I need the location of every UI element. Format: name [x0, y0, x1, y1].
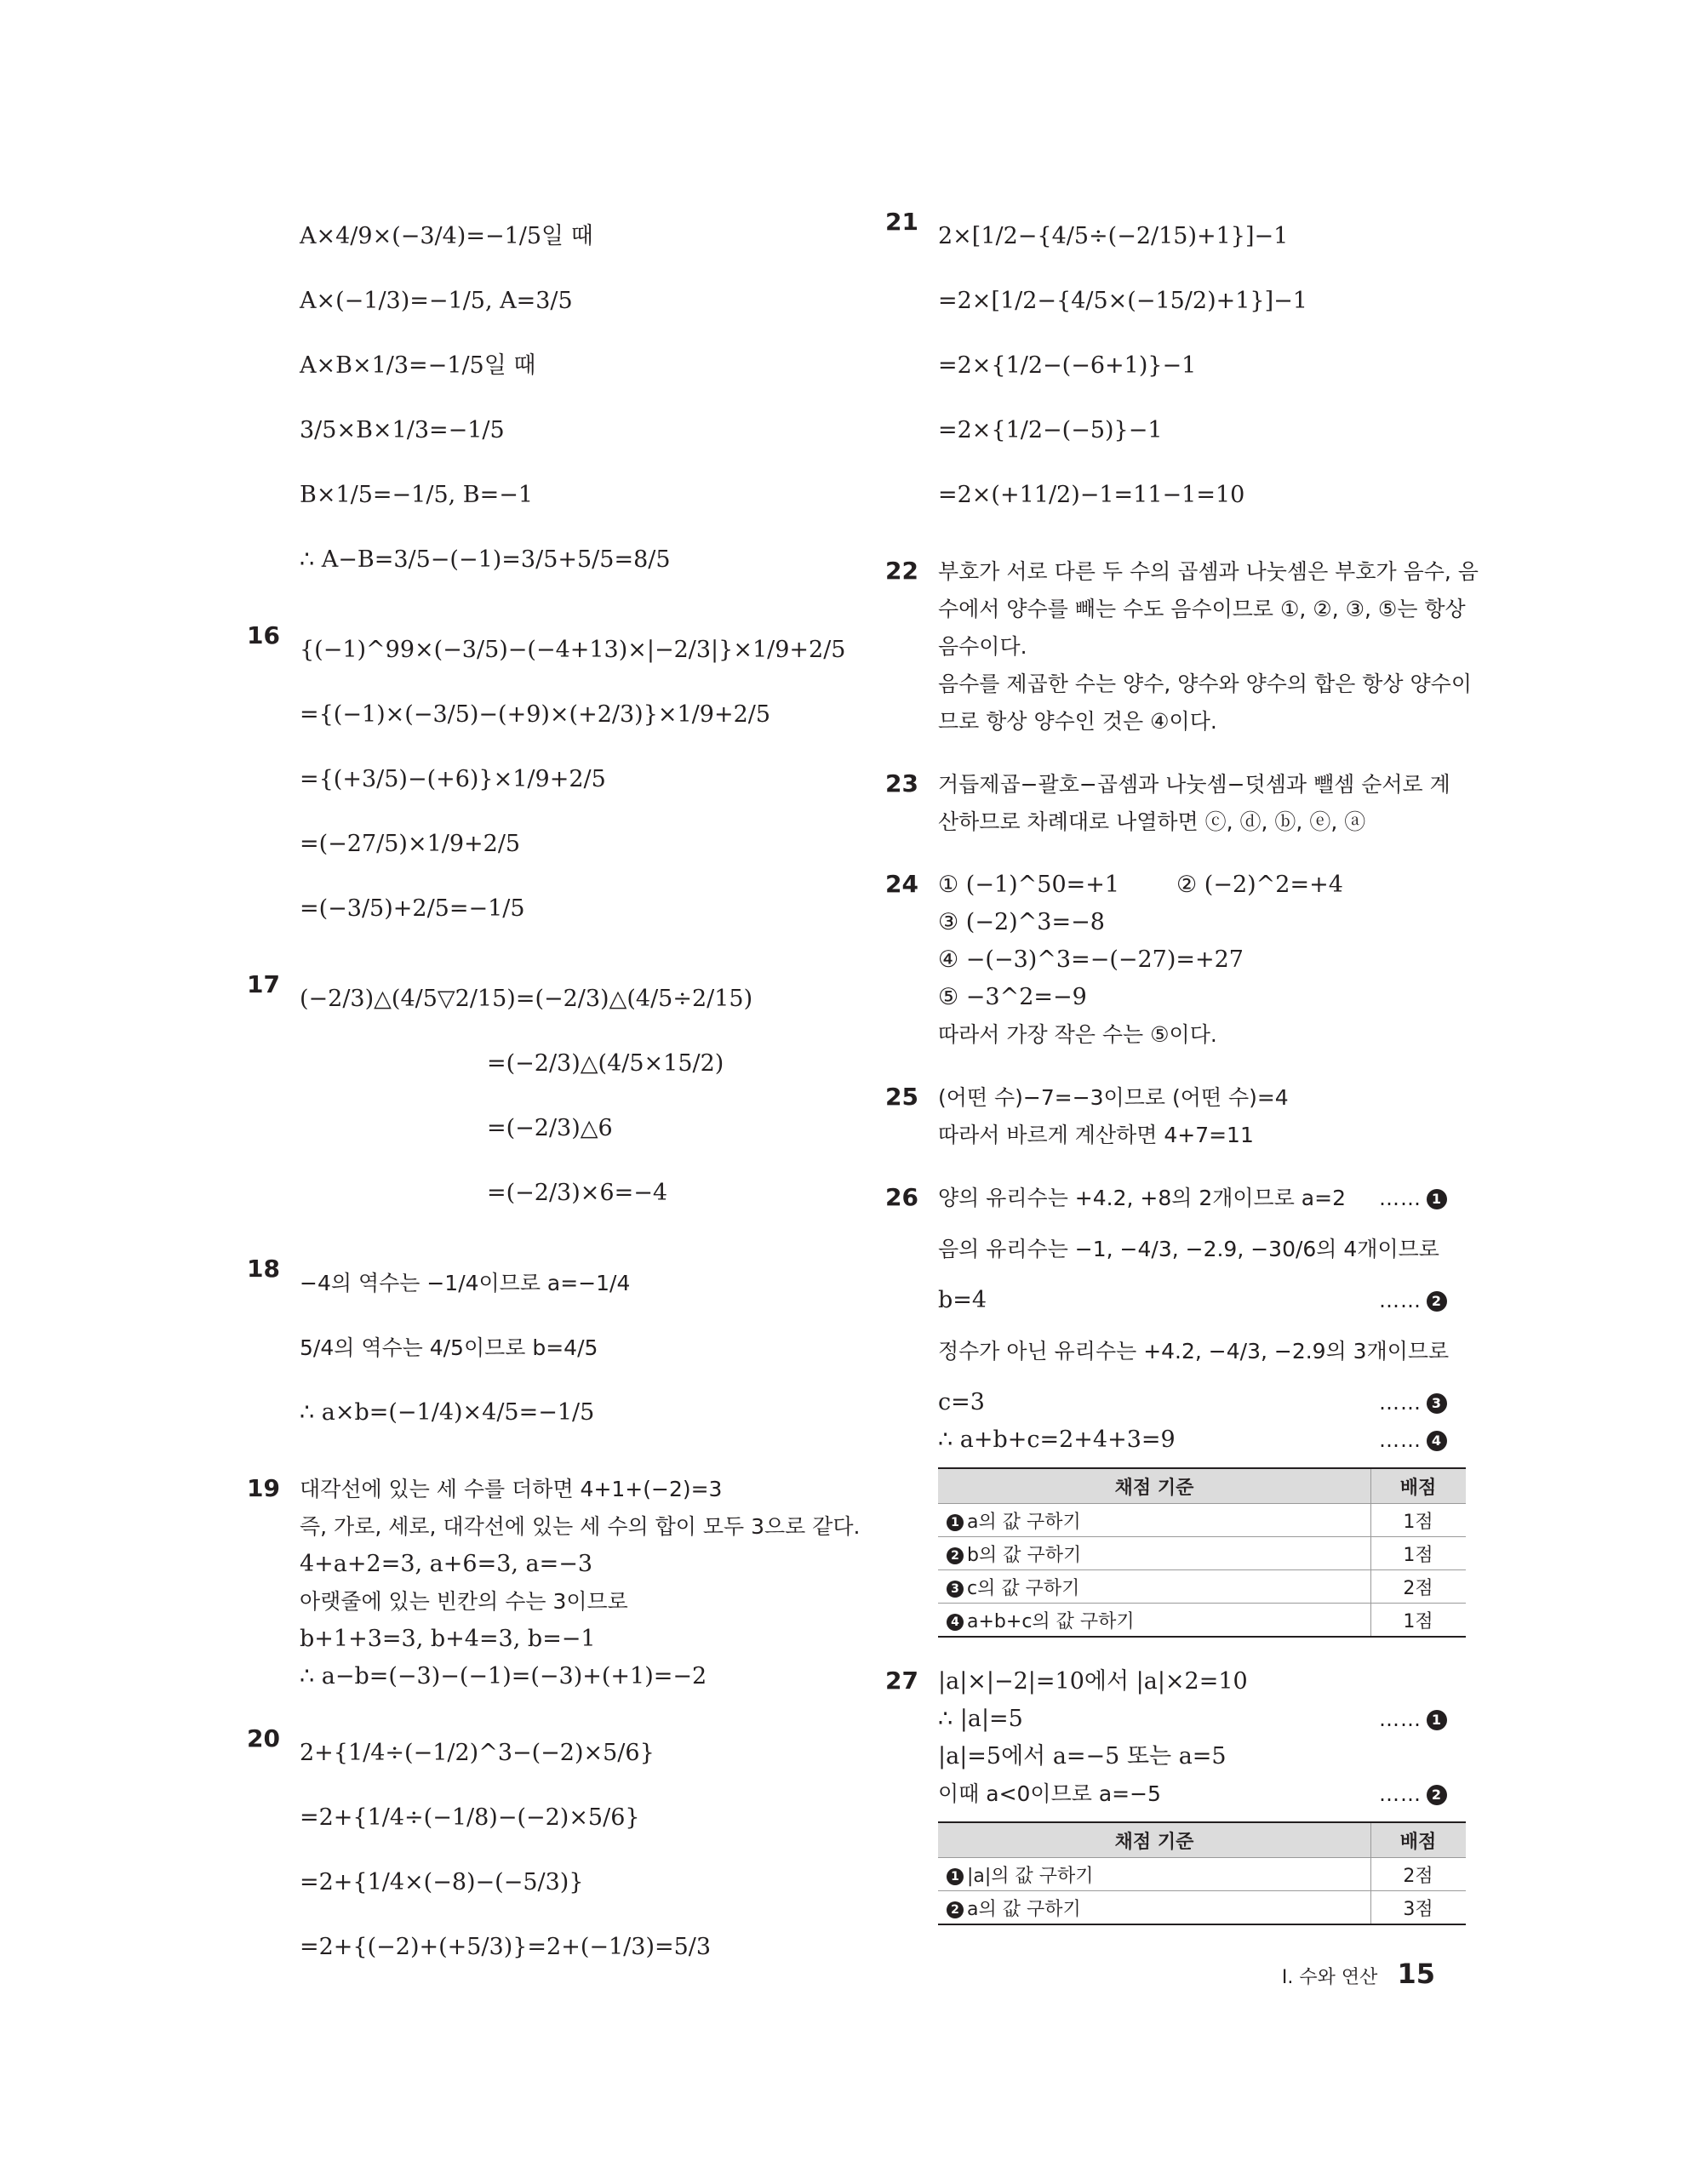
- points-cell: 2점: [1371, 1570, 1467, 1604]
- solution-line: 산하므로 차례대로 나열하면 ⓒ, ⓓ, ⓑ, ⓔ, ⓐ: [938, 809, 1366, 834]
- step-number-4-icon: 4: [947, 1614, 964, 1631]
- solution-line: {(−1)^99×(−3/5)−(−4+13)×|−2/3|}×1/9+2/5: [300, 637, 846, 663]
- table-header-criteria: 채점 기준: [938, 1822, 1371, 1858]
- problem-number: 16: [247, 621, 280, 649]
- step-number-2-icon: 2: [947, 1901, 964, 1918]
- problem-number: 22: [885, 557, 918, 585]
- solution-line: ④ −(−3)^3=−(−27)=+27: [938, 946, 1244, 973]
- solution-line: ∴ a×b=(−1/4)×4/5=−1/5: [300, 1399, 595, 1426]
- step-number-2-icon: 2: [947, 1547, 964, 1564]
- solution-line: =2×{1/2−(−6+1)}−1: [938, 352, 1197, 379]
- dots: ……: [1379, 1391, 1422, 1415]
- table-row: [938, 1604, 1466, 1638]
- criteria-text: a의 값 구하기: [967, 1511, 1081, 1533]
- step-number-1-icon: 1: [1427, 1710, 1447, 1730]
- step-marker: [1379, 1775, 1447, 1813]
- right-column: [885, 204, 1479, 1925]
- solution-line: 음수이다.: [938, 634, 1027, 659]
- step-number-1-icon: 1: [1427, 1189, 1447, 1209]
- solution-line: b+1+3=3, b+4=3, b=−1: [300, 1626, 596, 1652]
- criteria-text: b의 값 구하기: [967, 1544, 1082, 1566]
- solution-line: A×(−1/3)=−1/5, A=3/5: [300, 288, 573, 314]
- solution-line: (−2/3)△(4/5▽2/15)=(−2/3)△(4/5÷2/15): [300, 986, 753, 1012]
- solution-line: =2+{1/4×(−8)−(−5/3)}: [300, 1869, 584, 1895]
- problem-21: [885, 204, 1447, 528]
- problem-number: 26: [885, 1183, 918, 1211]
- dots: ……: [1379, 1782, 1422, 1806]
- step-number-2-icon: 2: [1427, 1291, 1447, 1312]
- step-marker: [1379, 1421, 1447, 1459]
- solution-line: ③ (−2)^3=−8: [938, 909, 1105, 935]
- criteria-cell: [938, 1604, 1371, 1638]
- solution-line: 대각선에 있는 세 수를 더하면 4+1+(−2)=3: [300, 1477, 723, 1501]
- solution-line: (어떤 수)−7=−3이므로 (어떤 수)=4: [938, 1085, 1289, 1110]
- table-header-points: 배점: [1371, 1822, 1467, 1858]
- problem-18: [247, 1251, 843, 1445]
- solution-line: 2×[1/2−{4/5÷(−2/15)+1}]−1: [938, 223, 1289, 249]
- problem-25: [885, 1079, 1447, 1154]
- solution-line: ⑤ −3^2=−9: [938, 984, 1087, 1010]
- problem-number: 27: [885, 1667, 918, 1695]
- solution-line: =(−2/3)×6=−4: [487, 1180, 667, 1206]
- problem-23: [885, 766, 1450, 841]
- points-cell: 1점: [1371, 1604, 1467, 1638]
- criteria-cell: [938, 1858, 1371, 1891]
- problem-24: [885, 866, 1447, 1054]
- points-cell: 1점: [1371, 1504, 1467, 1537]
- step-marker: [1379, 1384, 1447, 1421]
- solution-line: B×1/5=−1/5, B=−1: [300, 482, 534, 508]
- table-header-points: 배점: [1371, 1468, 1467, 1504]
- problem-17: [247, 967, 843, 1226]
- problem-15-continued: [247, 204, 843, 592]
- solution-line: 수에서 양수를 빼는 수도 음수이므로 ①, ②, ③, ⑤는 항상: [938, 597, 1466, 621]
- problem-number: 25: [885, 1083, 918, 1111]
- solution-line: ={(−1)×(−3/5)−(+9)×(+2/3)}×1/9+2/5: [300, 701, 771, 728]
- table-row: [938, 1537, 1466, 1570]
- step-number-3-icon: 3: [1427, 1393, 1447, 1414]
- step-number-1-icon: 1: [947, 1514, 964, 1531]
- solution-line: [938, 1384, 1447, 1421]
- problem-number: 24: [885, 870, 918, 898]
- dots: ……: [1379, 1707, 1422, 1731]
- solution-line: 부호가 서로 다른 두 수의 곱셈과 나눗셈은 부호가 음수, 음: [938, 559, 1479, 584]
- solution-line: =2+{1/4÷(−1/8)−(−2)×5/6}: [300, 1804, 640, 1831]
- solution-line: [938, 1775, 1447, 1813]
- criteria-text: a의 값 구하기: [967, 1898, 1081, 1920]
- solution-line: A×B×1/3=−1/5일 때: [300, 352, 536, 379]
- solution-line: 정수가 아닌 유리수는 +4.2, −4/3, −2.9의 3개이므로: [938, 1339, 1450, 1364]
- criteria-text: a+b+c의 값 구하기: [967, 1610, 1135, 1632]
- page-footer: [1282, 1958, 1435, 1990]
- solution-line: =2×{1/2−(−5)}−1: [938, 417, 1163, 443]
- solution-line: =2+{(−2)+(+5/3)}=2+(−1/3)=5/3: [300, 1934, 712, 1960]
- scoring-table: [938, 1821, 1466, 1925]
- solution-line: ∴ a−b=(−3)−(−1)=(−3)+(+1)=−2: [300, 1663, 707, 1689]
- points-cell: 1점: [1371, 1537, 1467, 1570]
- solution-line: 따라서 가장 작은 수는 ⑤이다.: [938, 1022, 1217, 1047]
- solution-line: =2×[1/2−{4/5×(−15/2)+1}]−1: [938, 288, 1307, 314]
- criteria-cell: [938, 1537, 1371, 1570]
- solution-line: 2+{1/4÷(−1/2)^3−(−2)×5/6}: [300, 1740, 655, 1766]
- table-row: [938, 1858, 1466, 1891]
- solution-line: [938, 866, 1447, 904]
- table-row: [938, 1891, 1466, 1925]
- solution-line: |a|=5에서 a=−5 또는 a=5: [938, 1743, 1227, 1769]
- criteria-cell: [938, 1570, 1371, 1604]
- problem-27: [885, 1663, 1447, 1925]
- criteria-cell: [938, 1504, 1371, 1537]
- step-marker: [1379, 1180, 1447, 1217]
- solution-line: ∴ A−B=3/5−(−1)=3/5+5/5=8/5: [300, 546, 671, 573]
- criteria-cell: [938, 1891, 1371, 1925]
- points-cell: 3점: [1371, 1891, 1467, 1925]
- problem-number: 23: [885, 769, 918, 798]
- step-number-4-icon: 4: [1427, 1431, 1447, 1451]
- solution-line: −4의 역수는 −1/4이므로 a=−1/4: [300, 1271, 631, 1295]
- solution-line: |a|×|−2|=10에서 |a|×2=10: [938, 1668, 1248, 1695]
- solution-line: ={(+3/5)−(+6)}×1/9+2/5: [300, 766, 606, 792]
- problem-26: [885, 1180, 1450, 1638]
- problem-number: 17: [247, 970, 280, 998]
- solution-text: 이때 a<0이므로 a=−5: [938, 1781, 1161, 1806]
- solution-line: 음수를 제곱한 수는 양수, 양수와 양수의 합은 항상 양수이: [938, 672, 1472, 696]
- choice-1: ① (−1)^50=+1: [938, 872, 1120, 898]
- criteria-text: |a|의 값 구하기: [967, 1865, 1094, 1887]
- dots: ……: [1379, 1289, 1422, 1312]
- problem-number: 19: [247, 1474, 280, 1502]
- solution-line: [938, 1421, 1447, 1459]
- table-row: [938, 1504, 1466, 1537]
- solution-line: 4+a+2=3, a+6=3, a=−3: [300, 1551, 593, 1577]
- solution-line: [938, 1701, 1447, 1738]
- solution-line: =(−2/3)△(4/5×15/2): [487, 1050, 724, 1077]
- problem-22: [885, 553, 1479, 740]
- step-number-2-icon: 2: [1427, 1785, 1447, 1805]
- solution-line: 즉, 가로, 세로, 대각선에 있는 세 수의 합이 모두 3으로 같다.: [300, 1514, 861, 1539]
- solution-line: 따라서 바르게 계산하면 4+7=11: [938, 1123, 1254, 1147]
- solution-line: 음의 유리수는 −1, −4/3, −2.9, −30/6의 4개이므로: [938, 1237, 1439, 1261]
- solution-line: 므로 항상 양수인 것은 ④이다.: [938, 709, 1217, 734]
- table-row: [938, 1570, 1466, 1604]
- table-header-criteria: 채점 기준: [938, 1468, 1371, 1504]
- step-number-1-icon: 1: [947, 1868, 964, 1885]
- page-number: 15: [1397, 1958, 1435, 1990]
- solution-line: [938, 1282, 1447, 1319]
- solution-text: ∴ a+b+c=2+4+3=9: [938, 1426, 1176, 1453]
- solution-line: 3/5×B×1/3=−1/5: [300, 417, 505, 443]
- solution-line: =(−2/3)△6: [487, 1115, 613, 1141]
- solution-line: =(−27/5)×1/9+2/5: [300, 831, 521, 857]
- problem-number: 21: [885, 208, 918, 236]
- solution-line: 거듭제곱−괄호−곱셈과 나눗셈−덧셈과 뺄셈 순서로 계: [938, 772, 1450, 797]
- left-column: [247, 204, 861, 1980]
- solution-text: ∴ |a|=5: [938, 1706, 1023, 1732]
- solution-text: b=4: [938, 1287, 987, 1313]
- criteria-text: c의 값 구하기: [967, 1577, 1080, 1599]
- problem-20: [247, 1721, 843, 1980]
- solution-line: =(−3/5)+2/5=−1/5: [300, 895, 525, 922]
- problem-19: [247, 1471, 861, 1695]
- points-cell: 2점: [1371, 1858, 1467, 1891]
- solution-line: 아랫줄에 있는 빈칸의 수는 3이므로: [300, 1589, 628, 1614]
- step-number-3-icon: 3: [947, 1581, 964, 1598]
- chapter-title: I. 수와 연산: [1281, 1967, 1378, 1988]
- choice-2: ② (−2)^2=+4: [1176, 872, 1343, 898]
- problem-number: 20: [247, 1724, 280, 1752]
- solution-line: [938, 1180, 1447, 1217]
- solution-text: 양의 유리수는 +4.2, +8의 2개이므로 a=2: [938, 1186, 1346, 1210]
- solution-line: A×4/9×(−3/4)=−1/5일 때: [300, 223, 593, 249]
- step-marker: [1379, 1282, 1447, 1319]
- problem-16: [247, 618, 846, 941]
- scoring-table: [938, 1467, 1466, 1638]
- dots: ……: [1379, 1428, 1422, 1452]
- solution-line: =2×(+11/2)−1=11−1=10: [938, 482, 1245, 508]
- step-marker: [1379, 1701, 1447, 1738]
- problem-number: 18: [247, 1255, 280, 1283]
- solution-text: c=3: [938, 1389, 985, 1415]
- dots: ……: [1379, 1186, 1422, 1210]
- solution-line: 5/4의 역수는 4/5이므로 b=4/5: [300, 1335, 598, 1360]
